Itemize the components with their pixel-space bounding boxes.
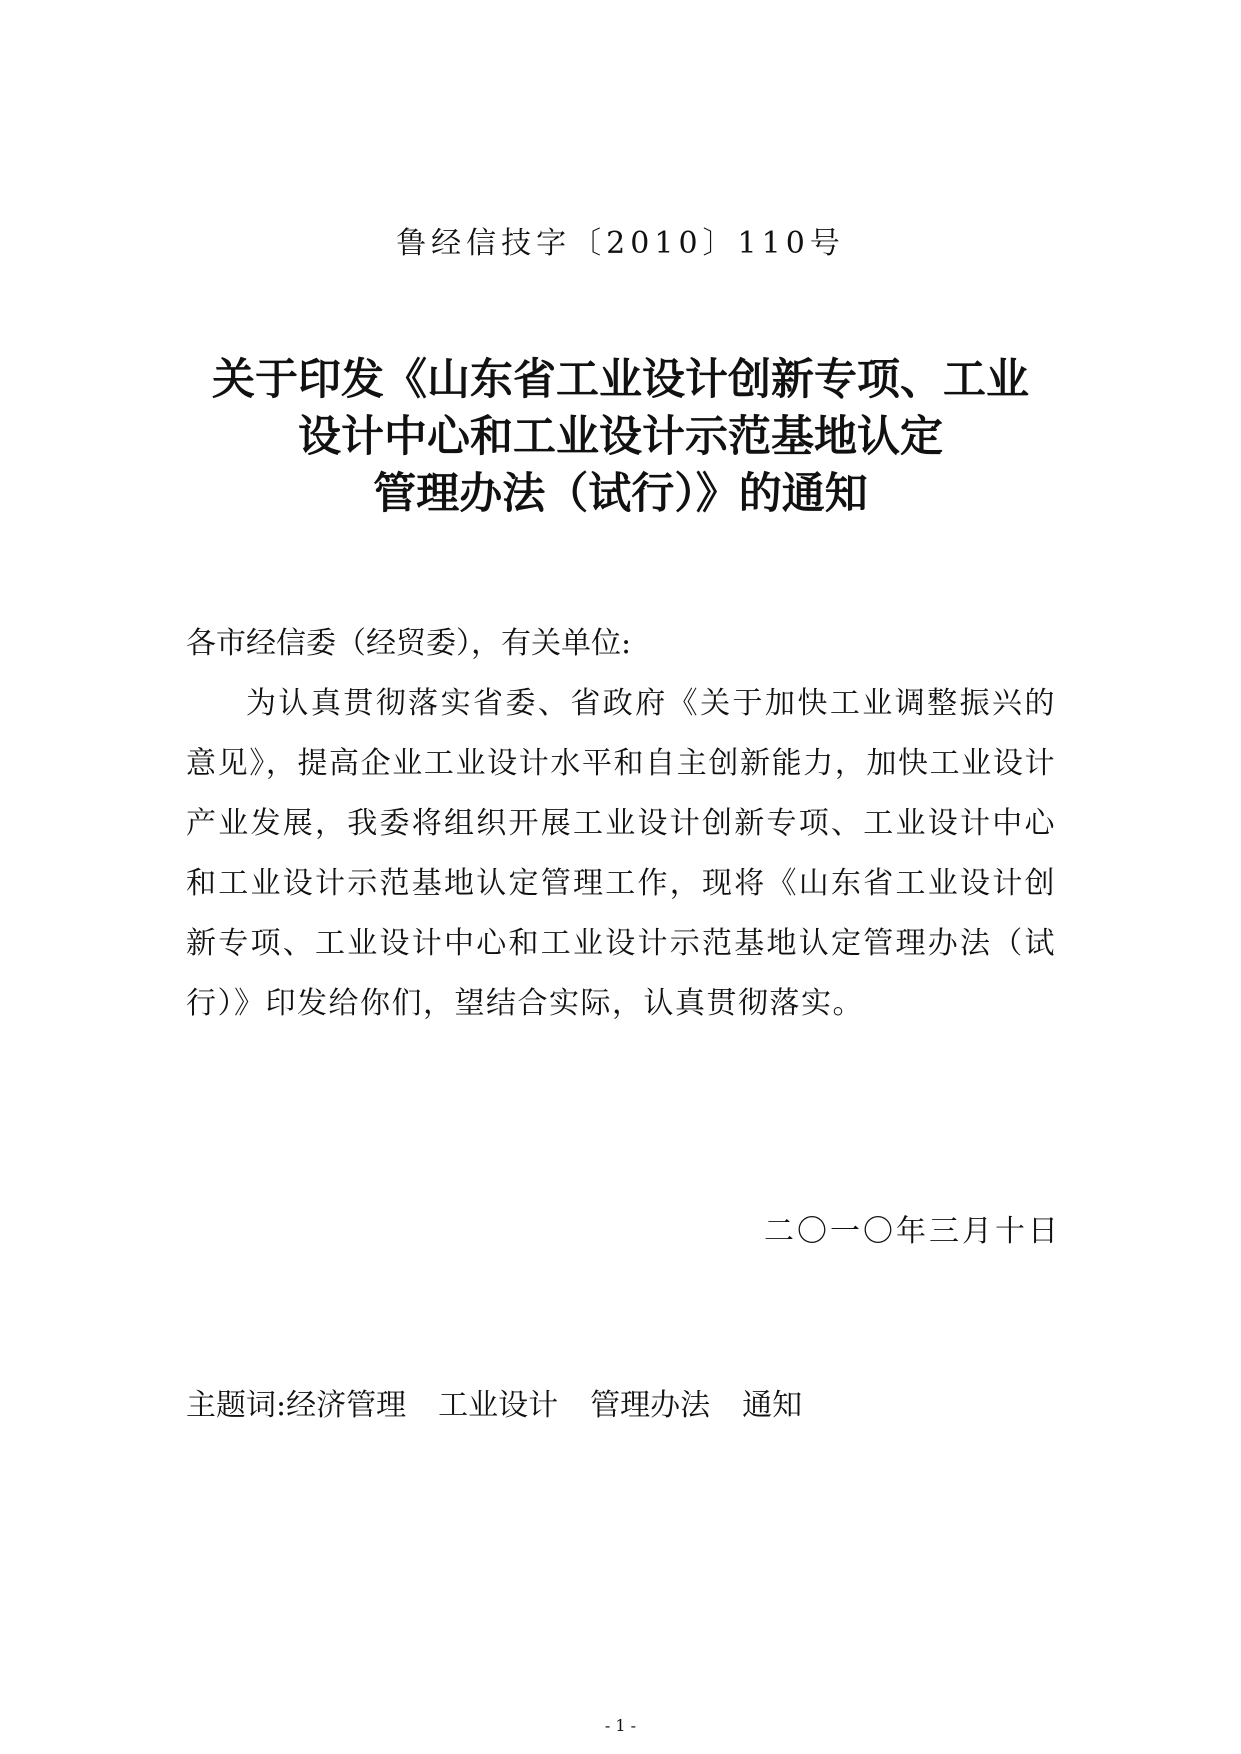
issue-date: 二〇一〇年三月十日 bbox=[764, 1214, 1061, 1249]
title-line-1: 关于印发《山东省工业设计创新专项、工业 bbox=[212, 355, 1029, 405]
document-title bbox=[150, 352, 1091, 523]
salutation: 各市经信委（经贸委），有关单位: bbox=[186, 626, 632, 661]
keywords-label: 主题词: bbox=[186, 1388, 287, 1423]
keyword: 经济管理 bbox=[286, 1388, 407, 1423]
keywords-line bbox=[186, 1380, 834, 1424]
title-line-3: 管理办法（试行）》的通知 bbox=[373, 469, 868, 519]
document-number: 鲁经信技字〔2010〕110号 bbox=[396, 226, 845, 261]
keyword: 管理办法 bbox=[590, 1388, 711, 1423]
title-line-2: 设计中心和工业设计示范基地认定 bbox=[298, 412, 943, 462]
page-number: - 1 - bbox=[604, 1716, 637, 1735]
body-paragraph: 为认真贯彻落实省委、省政府《关于加快工业调整振兴的意见》，提高企业工业设计水平和自主创新能力，加快工业设计产业发展，我委将组织开展工业设计创新专项、工业设计中心和工业设计示范基地认定管理工作，现将《山东省工业设计创新专项、工业设计中心和工业设计示范基地认定管理办法（试行）》印发给你们，望结合实际，认真贯彻落实。 bbox=[186, 686, 1056, 1021]
keyword: 通知 bbox=[742, 1388, 803, 1423]
keyword: 工业设计 bbox=[438, 1388, 559, 1423]
